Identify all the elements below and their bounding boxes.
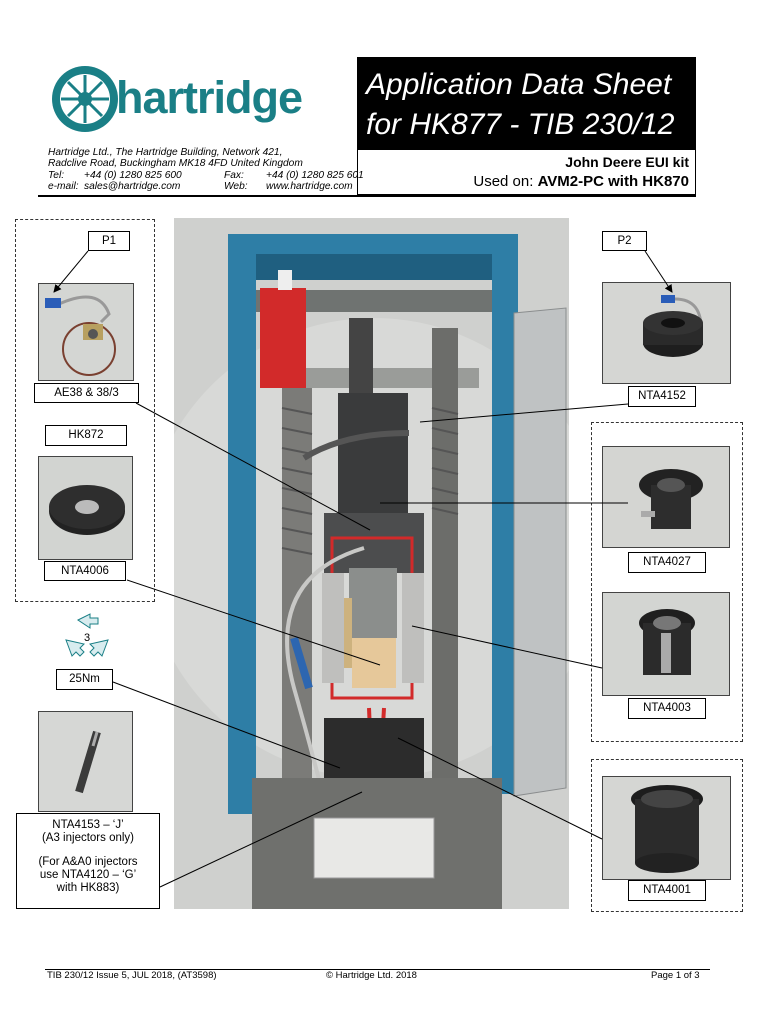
address-line-1: Hartridge Ltd., The Hartridge Building, Network 421, (48, 147, 283, 158)
nta4153-note-1: (A3 injectors only) (41, 832, 135, 844)
rotate-count: 3 (84, 632, 91, 644)
nta4006-leader (127, 580, 380, 665)
tel-label: Tel: (48, 169, 65, 181)
kit-description: John Deere EUI kit (565, 154, 689, 170)
document-subject: for HK877 - TIB 230/12 (366, 108, 675, 141)
p1-pointer (54, 251, 88, 292)
nta4153-note-2: (For A&A0 injectors (38, 856, 138, 868)
logo-wordmark: hartridge (116, 72, 303, 123)
footer-issue: TIB 230/12 Issue 5, JUL 2018, (AT3598) (47, 970, 217, 981)
p1-label: P1 (88, 231, 130, 251)
nta4003-leader (412, 626, 602, 668)
email-label: e-mail: (48, 181, 79, 193)
nta4001-leader (398, 738, 602, 839)
hk872-label: HK872 (45, 425, 127, 446)
address-line-2: Radclive Road, Buckingham MK18 4FD United Kingdom (48, 158, 303, 170)
tel-value: +44 (0) 1280 825 600 (84, 169, 182, 181)
p2-pointer (645, 251, 672, 292)
ae38-label: AE38 & 38/3 (34, 383, 139, 403)
fax-value: +44 (0) 1280 825 601 (266, 169, 364, 181)
torque-label: 25Nm (56, 669, 113, 690)
used-on-label: Used on: (473, 173, 538, 190)
web-link[interactable]: www.hartridge.com (266, 181, 353, 193)
nta4153-leader (160, 792, 362, 887)
nta4153-note-3: use NTA4120 – ‘G’ (39, 869, 137, 881)
email-link[interactable]: sales@hartridge.com (84, 181, 181, 193)
footer-copyright: © Hartridge Ltd. 2018 (326, 970, 417, 981)
nta4006-label: NTA4006 (44, 561, 126, 581)
nta4152-label: NTA4152 (628, 386, 696, 407)
fax-label: Fax: (224, 169, 244, 181)
ae38-leader (136, 403, 370, 530)
nta4027-label: NTA4027 (628, 552, 706, 573)
used-on-value: AVM2-PC with HK870 (537, 173, 689, 190)
torque-leader (113, 682, 340, 768)
web-label: Web: (224, 181, 248, 193)
nta4153-note-4: with HK883) (56, 882, 120, 894)
nta4001-label: NTA4001 (628, 880, 706, 901)
p2-label: P2 (602, 231, 647, 251)
nta4003-label: NTA4003 (628, 698, 706, 719)
nta4153-title: NTA4153 – ‘J’ (52, 819, 124, 831)
footer-page-number: Page 1 of 3 (651, 970, 700, 981)
document-title: Application Data Sheet (366, 68, 672, 101)
nta4152-leader (420, 404, 628, 422)
